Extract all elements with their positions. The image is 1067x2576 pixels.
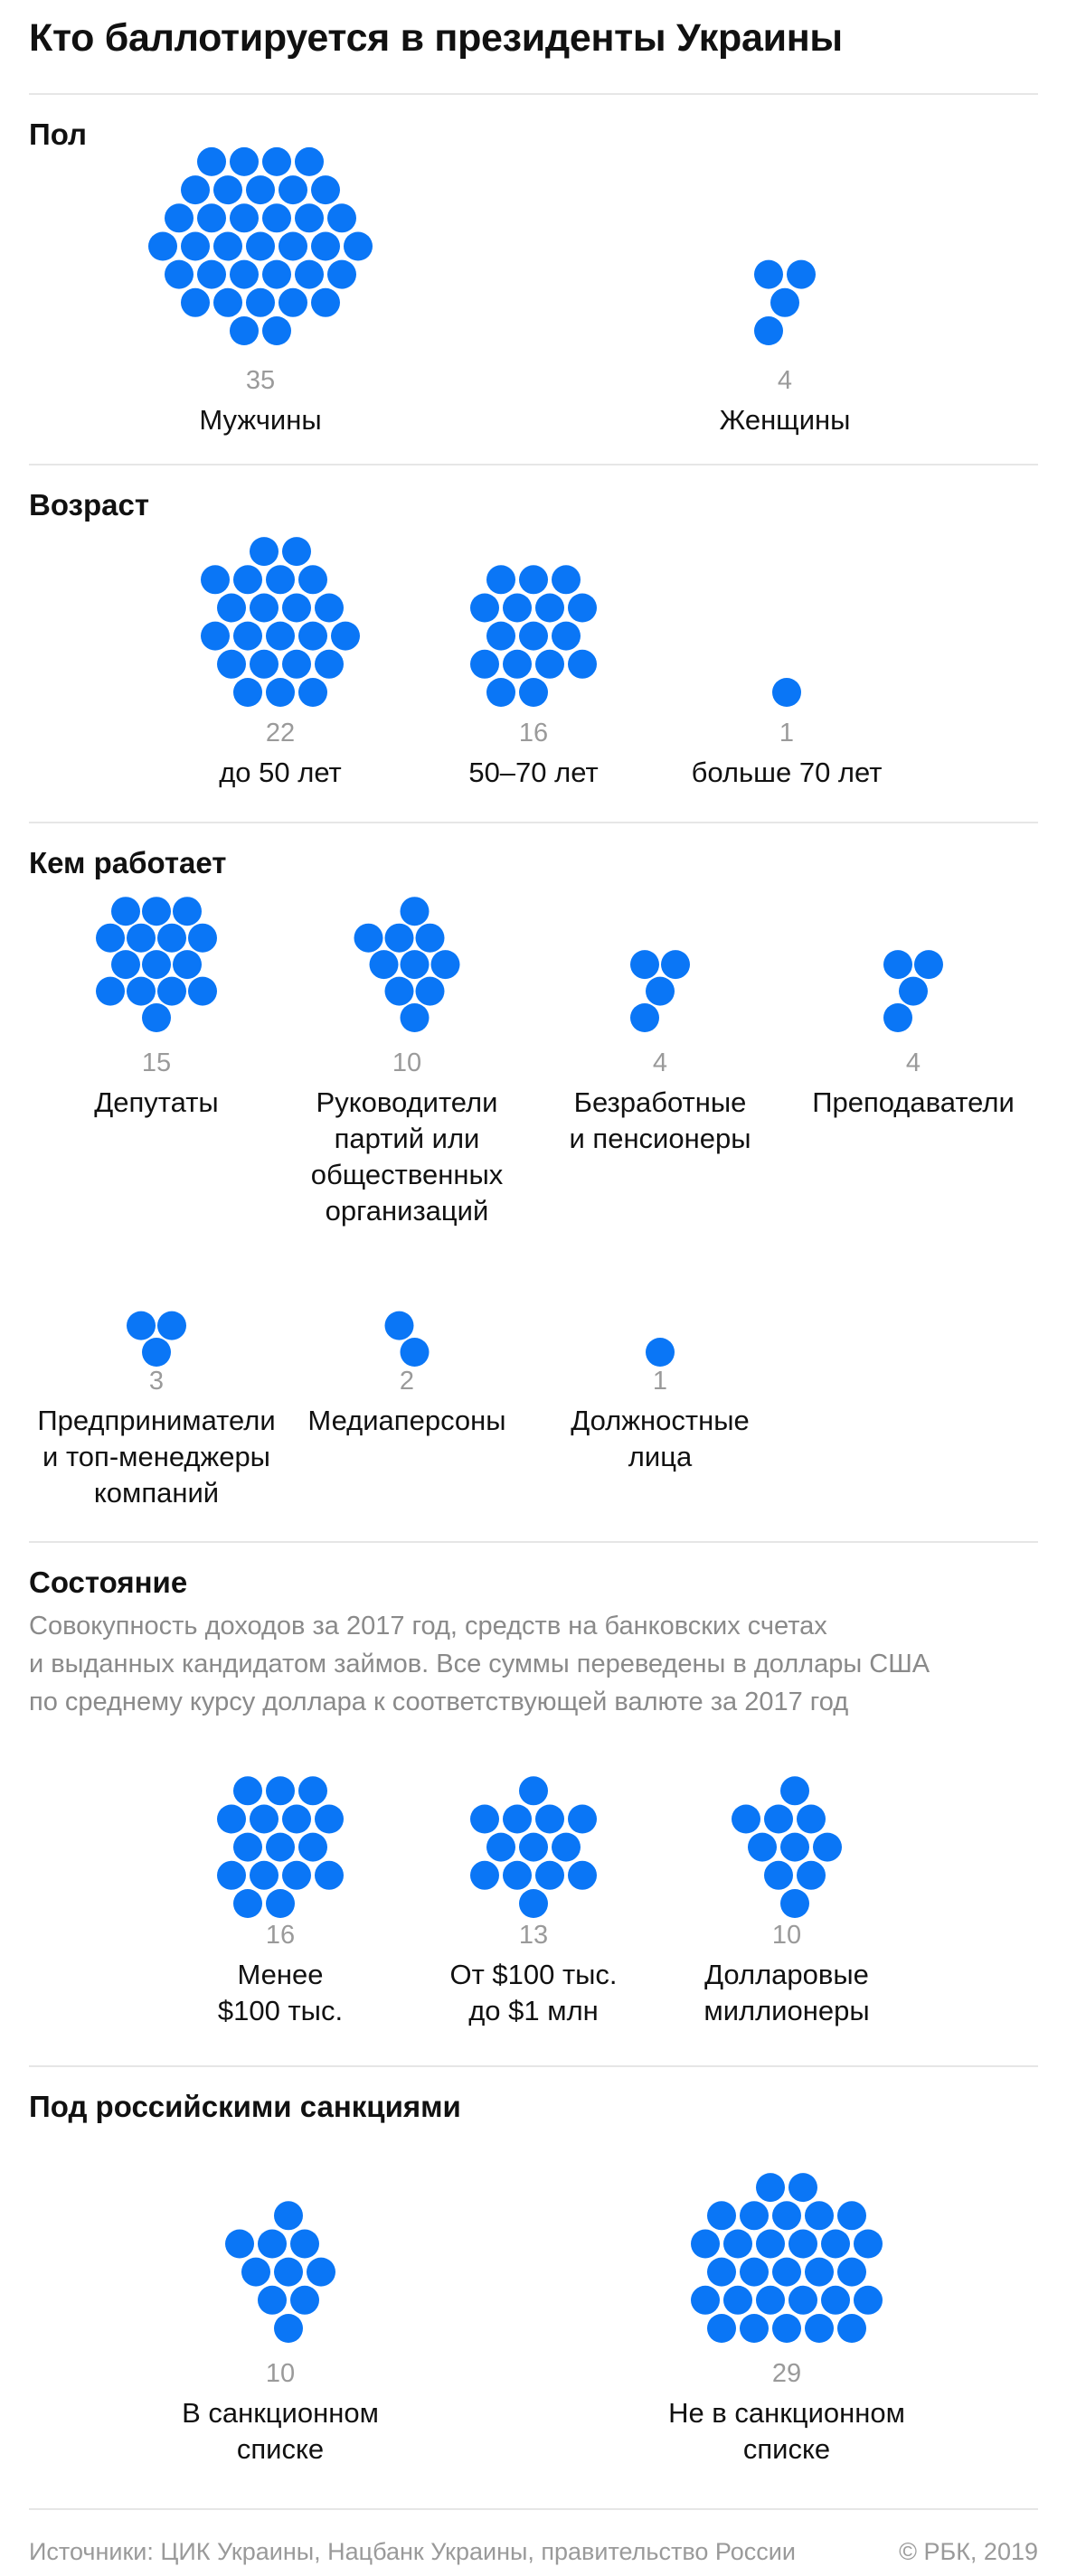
candidate-dot <box>298 678 327 707</box>
candidate-dot <box>148 232 177 261</box>
candidate-dot <box>470 594 499 623</box>
candidate-dot <box>233 1889 262 1918</box>
dot-cluster <box>669 2142 904 2359</box>
candidate-dot <box>181 175 210 204</box>
candidate-dot <box>217 650 246 679</box>
candidate-dot <box>770 288 799 317</box>
candidate-dot <box>298 565 327 594</box>
candidate-dot <box>262 260 291 289</box>
candidate-dot <box>233 622 262 651</box>
candidate-dot <box>282 1861 311 1890</box>
candidate-dot <box>327 260 356 289</box>
candidate-dot <box>535 650 564 679</box>
candidate-dot <box>535 1805 564 1834</box>
candidate-dot <box>142 897 171 926</box>
divider <box>29 822 1038 823</box>
candidate-dot <box>416 977 445 1006</box>
candidate-dot <box>173 897 202 926</box>
dot-cluster <box>316 1238 497 1383</box>
candidate-dot <box>279 288 307 317</box>
candidate-dot <box>142 1338 171 1367</box>
dot-group-officials <box>570 1238 751 1472</box>
candidate-dot <box>142 1003 171 1032</box>
candidate-dot <box>282 1805 311 1834</box>
candidate-dot <box>787 260 816 289</box>
dot-cluster <box>570 1238 751 1383</box>
candidate-dot <box>246 175 275 204</box>
candidate-dot <box>535 594 564 623</box>
candidate-dot <box>274 2258 303 2287</box>
candidate-dot <box>111 897 140 926</box>
candidate-dot <box>837 2258 866 2287</box>
candidate-dot <box>821 2230 850 2259</box>
candidate-dot <box>813 1833 842 1862</box>
group-count: 4 <box>777 366 793 395</box>
group-label: Должностные лица <box>571 1405 750 1472</box>
group-count: 10 <box>771 1921 802 1950</box>
candidate-dot <box>754 316 783 345</box>
candidate-dot <box>311 288 340 317</box>
group-label: От $100 тыс. до $1 млн <box>449 1959 618 2026</box>
dot-group-millionaires <box>696 1753 877 2026</box>
candidate-dot <box>780 1776 809 1805</box>
candidate-dot <box>754 260 783 289</box>
dot-cluster <box>134 145 387 362</box>
candidate-dot <box>401 1003 430 1032</box>
dot-cluster <box>190 2142 371 2359</box>
candidate-dot <box>250 594 279 623</box>
dot-cluster <box>425 542 642 723</box>
candidate-dot <box>217 594 246 623</box>
candidate-dot <box>266 1889 295 1918</box>
candidate-dot <box>772 2201 801 2230</box>
group-count: 16 <box>518 719 549 747</box>
candidate-dot <box>780 1889 809 1918</box>
candidate-dot <box>788 2286 817 2315</box>
group-label: Предприниматели и топ-менеджеры компаний <box>37 1405 276 1509</box>
candidate-dot <box>691 2230 720 2259</box>
candidate-dot <box>262 316 291 345</box>
group-count: 3 <box>148 1367 165 1396</box>
candidate-dot <box>266 622 295 651</box>
candidate-dot <box>213 232 242 261</box>
dot-cluster <box>570 904 751 1048</box>
candidate-dot <box>772 678 801 707</box>
candidate-dot <box>290 2230 319 2259</box>
group-count: 35 <box>245 366 276 395</box>
dot-group-teachers <box>812 904 1015 1118</box>
dot-cluster <box>316 904 497 1048</box>
candidate-dot <box>279 175 307 204</box>
candidate-dot <box>262 147 291 176</box>
candidate-dot <box>250 1861 279 1890</box>
candidate-dot <box>230 147 259 176</box>
candidate-dot <box>233 1833 262 1862</box>
candidate-dot <box>127 1312 156 1340</box>
candidate-dot <box>298 1833 327 1862</box>
candidate-dot <box>416 924 445 953</box>
candidate-dot <box>157 924 186 953</box>
candidate-dot <box>883 950 912 979</box>
candidate-dot <box>246 288 275 317</box>
candidate-dot <box>111 950 140 979</box>
candidate-dot <box>519 622 548 651</box>
candidate-dot <box>246 232 275 261</box>
group-label: 50–70 лет <box>468 757 599 788</box>
candidate-dot <box>748 1833 777 1862</box>
candidate-dot <box>266 678 295 707</box>
candidate-dot <box>225 2230 254 2259</box>
dot-group-deputies <box>66 904 247 1118</box>
dot-cluster <box>696 1753 877 1934</box>
candidate-dot <box>756 2230 785 2259</box>
group-count: 22 <box>265 719 296 747</box>
candidate-dot <box>201 622 230 651</box>
candidate-dot <box>723 2230 752 2259</box>
candidate-dot <box>315 594 344 623</box>
candidate-dot <box>805 2258 834 2287</box>
candidate-dot <box>295 260 324 289</box>
candidate-dot <box>401 1338 430 1367</box>
dot-group-over-70 <box>691 542 883 788</box>
candidate-dot <box>568 1805 597 1834</box>
dot-group-sanctioned <box>182 2142 379 2465</box>
candidate-dot <box>307 2258 335 2287</box>
group-label: Медиаперсоны <box>307 1405 506 1436</box>
section-title-sanctions: Под российскими санкциями <box>29 2090 461 2123</box>
candidate-dot <box>213 288 242 317</box>
candidate-dot <box>401 950 430 979</box>
candidate-dot <box>486 565 515 594</box>
candidate-dot <box>142 950 171 979</box>
candidate-dot <box>519 678 548 707</box>
candidate-dot <box>262 203 291 232</box>
divider <box>29 93 1038 95</box>
candidate-dot <box>470 650 499 679</box>
candidate-dot <box>797 1805 826 1834</box>
group-count: 29 <box>771 2359 802 2388</box>
dot-group-men <box>134 145 387 436</box>
candidate-dot <box>503 1805 532 1834</box>
candidate-dot <box>756 2173 785 2202</box>
candidate-dot <box>732 1805 760 1834</box>
dot-cluster <box>823 904 1004 1048</box>
group-label: Долларовые миллионеры <box>703 1959 870 2026</box>
group-label: Не в санкционном списке <box>668 2397 905 2465</box>
dot-group-50-70 <box>425 542 642 788</box>
candidate-dot <box>756 2286 785 2315</box>
candidate-dot <box>266 1833 295 1862</box>
chart-title: Кто баллотируется в президенты Украины <box>29 16 843 60</box>
candidate-dot <box>282 537 311 566</box>
candidate-dot <box>327 203 356 232</box>
candidate-dot <box>568 594 597 623</box>
candidate-dot <box>127 924 156 953</box>
group-count: 15 <box>141 1048 172 1077</box>
group-count: 16 <box>265 1921 296 1950</box>
candidate-dot <box>217 1861 246 1890</box>
candidate-dot <box>165 203 194 232</box>
dot-cluster <box>172 542 389 723</box>
candidate-dot <box>230 203 259 232</box>
dot-cluster <box>443 1753 624 1934</box>
candidate-dot <box>344 232 373 261</box>
candidate-dot <box>788 2173 817 2202</box>
candidate-dot <box>157 1312 186 1340</box>
dot-group-media <box>307 1238 506 1436</box>
candidate-dot <box>646 1338 675 1367</box>
candidate-dot <box>311 232 340 261</box>
candidate-dot <box>298 1776 327 1805</box>
candidate-dot <box>837 2201 866 2230</box>
dot-group-unemployed <box>569 904 751 1154</box>
section-description: Совокупность доходов за 2017 год, средств на банковских счетах и выданных кандидатом займов. Все суммы переведены в доллары США по среднему курсу доллара к соответствующей валюте за 2017 год <box>29 1612 930 1716</box>
divider <box>29 2508 1038 2510</box>
candidate-dot <box>181 288 210 317</box>
group-label: Преподаватели <box>812 1086 1015 1118</box>
candidate-dot <box>165 260 194 289</box>
candidate-dot <box>552 622 581 651</box>
candidate-dot <box>519 1889 548 1918</box>
candidate-dot <box>431 950 460 979</box>
group-label: Безработные и пенсионеры <box>569 1086 751 1154</box>
candidate-dot <box>385 977 414 1006</box>
candidate-dot <box>486 1833 515 1862</box>
candidate-dot <box>230 316 259 345</box>
group-count: 1 <box>652 1367 668 1396</box>
dot-group-not-sanctioned <box>668 2142 905 2465</box>
candidate-dot <box>707 2314 736 2343</box>
candidate-dot <box>780 1833 809 1862</box>
group-count: 4 <box>652 1048 668 1077</box>
group-count: 4 <box>905 1048 921 1077</box>
candidate-dot <box>315 1861 344 1890</box>
group-label: Руководители партий или общественных организаций <box>310 1086 504 1227</box>
candidate-dot <box>503 650 532 679</box>
group-label: до 50 лет <box>219 757 342 788</box>
candidate-dot <box>197 260 226 289</box>
candidate-dot <box>661 950 690 979</box>
candidate-dot <box>282 650 311 679</box>
candidate-dot <box>96 977 125 1006</box>
section-title-gender: Пол <box>29 118 88 151</box>
candidate-dot <box>266 565 295 594</box>
dot-cluster <box>66 904 247 1048</box>
group-label: больше 70 лет <box>691 757 883 788</box>
candidate-dot <box>250 1805 279 1834</box>
candidate-dot <box>217 1805 246 1834</box>
group-count: 13 <box>518 1921 549 1950</box>
candidate-dot <box>740 2314 769 2343</box>
candidate-dot <box>568 650 597 679</box>
candidate-dot <box>519 565 548 594</box>
group-count: 10 <box>392 1048 422 1077</box>
dot-cluster <box>190 1753 371 1934</box>
candidate-dot <box>837 2314 866 2343</box>
candidate-dot <box>331 622 360 651</box>
candidate-dot <box>311 175 340 204</box>
candidate-dot <box>805 2201 834 2230</box>
candidate-dot <box>646 977 675 1006</box>
section-title-age: Возраст <box>29 488 149 522</box>
candidate-dot <box>805 2314 834 2343</box>
candidate-dot <box>740 2201 769 2230</box>
candidate-dot <box>707 2258 736 2287</box>
candidate-dot <box>740 2258 769 2287</box>
candidate-dot <box>274 2201 303 2230</box>
candidate-dot <box>914 950 943 979</box>
section-title-wealth: Состояние <box>29 1565 188 1599</box>
dot-group-party-leaders <box>310 904 504 1227</box>
divider <box>29 464 1038 465</box>
group-label: Женщины <box>719 404 851 436</box>
section-title-job: Кем работает <box>29 846 227 879</box>
candidate-dot <box>354 924 383 953</box>
candidate-dot <box>298 622 327 651</box>
candidate-dot <box>772 2258 801 2287</box>
candidate-dot <box>486 622 515 651</box>
candidate-dot <box>470 1805 499 1834</box>
candidate-dot <box>772 2314 801 2343</box>
candidate-dot <box>282 594 311 623</box>
candidate-dot <box>258 2286 287 2315</box>
candidate-dot <box>315 650 344 679</box>
dot-group-100k-1m <box>443 1753 624 2026</box>
group-count: 1 <box>779 719 795 747</box>
candidate-dot <box>295 147 324 176</box>
candidate-dot <box>290 2286 319 2315</box>
candidate-dot <box>707 2201 736 2230</box>
candidate-dot <box>552 565 581 594</box>
candidate-dot <box>486 678 515 707</box>
group-label: В санкционном списке <box>182 2397 379 2465</box>
candidate-dot <box>854 2286 883 2315</box>
group-count: 2 <box>399 1367 415 1396</box>
candidate-dot <box>470 1861 499 1890</box>
divider <box>29 2065 1038 2067</box>
candidate-dot <box>233 565 262 594</box>
candidate-dot <box>201 565 230 594</box>
dot-group-entrepreneurs <box>37 1238 276 1509</box>
group-label: Мужчины <box>199 404 322 436</box>
candidate-dot <box>370 950 399 979</box>
candidate-dot <box>535 1861 564 1890</box>
candidate-dot <box>723 2286 752 2315</box>
candidate-dot <box>188 924 217 953</box>
footer-sources: Источники: ЦИК Украины, Нацбанк Украины, правительство России <box>29 2538 796 2565</box>
candidate-dot <box>250 650 279 679</box>
candidate-dot <box>519 1833 548 1862</box>
candidate-dot <box>401 897 430 926</box>
candidate-dot <box>899 977 928 1006</box>
candidate-dot <box>519 1776 548 1805</box>
candidate-dot <box>883 1003 912 1032</box>
dot-group-under-50 <box>172 542 389 788</box>
divider <box>29 1541 1038 1543</box>
candidate-dot <box>266 1776 295 1805</box>
candidate-dot <box>764 1805 793 1834</box>
dot-cluster <box>676 145 893 362</box>
candidate-dot <box>788 2230 817 2259</box>
candidate-dot <box>854 2230 883 2259</box>
candidate-dot <box>315 1805 344 1834</box>
dot-group-women <box>676 145 893 436</box>
candidate-dot <box>630 1003 659 1032</box>
candidate-dot <box>181 232 210 261</box>
footer-copyright: © РБК, 2019 <box>899 2538 1038 2565</box>
candidate-dot <box>552 1833 581 1862</box>
candidate-dot <box>274 2314 303 2343</box>
candidate-dot <box>764 1861 793 1890</box>
candidate-dot <box>821 2286 850 2315</box>
group-label: Менее $100 тыс. <box>217 1959 344 2026</box>
candidate-dot <box>188 977 217 1006</box>
candidate-dot <box>157 977 186 1006</box>
candidate-dot <box>233 678 262 707</box>
candidate-dot <box>691 2286 720 2315</box>
group-count: 10 <box>265 2359 296 2388</box>
candidate-dot <box>173 950 202 979</box>
candidate-dot <box>197 147 226 176</box>
candidate-dot <box>127 977 156 1006</box>
candidate-dot <box>503 1861 532 1890</box>
candidate-dot <box>295 203 324 232</box>
dot-group-under-100k <box>190 1753 371 2026</box>
candidate-dot <box>279 232 307 261</box>
candidate-dot <box>797 1861 826 1890</box>
candidate-dot <box>503 594 532 623</box>
dot-cluster <box>66 1238 247 1383</box>
candidate-dot <box>241 2258 270 2287</box>
candidate-dot <box>258 2230 287 2259</box>
group-label: Депутаты <box>94 1086 219 1118</box>
candidate-dot <box>213 175 242 204</box>
candidate-dot <box>233 1776 262 1805</box>
candidate-dot <box>230 260 259 289</box>
candidate-dot <box>197 203 226 232</box>
candidate-dot <box>250 537 279 566</box>
candidate-dot <box>385 1312 414 1340</box>
candidate-dot <box>630 950 659 979</box>
candidate-dot <box>568 1861 597 1890</box>
dot-cluster <box>696 542 877 723</box>
candidate-dot <box>96 924 125 953</box>
candidate-dot <box>385 924 414 953</box>
